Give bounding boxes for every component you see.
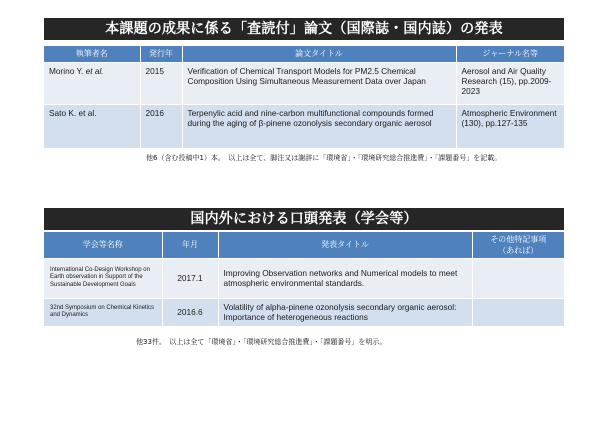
table-row: [44, 298, 564, 326]
presentations-table: [44, 232, 564, 326]
organization-cell: 32nd Symposium on Chemical Kinetics and Dynamics: [44, 298, 162, 326]
author-suffix: et al.: [85, 65, 104, 76]
column-header-year: 発行年: [140, 46, 182, 62]
column-header-organization: 学会等名称: [44, 232, 162, 258]
journal-cell: Atmospheric Environment (130), pp.127-135: [456, 104, 564, 148]
papers-section-title: 本課題の成果に係る「査読付」論文（国際誌・国内誌）の発表: [44, 18, 564, 40]
column-header-title: 論文タイトル: [182, 46, 456, 62]
year-cell: 2015: [140, 62, 182, 104]
date-cell: 2017.1: [162, 258, 218, 298]
organization-cell: International Co-Design Workshop on Earth observation in Support of the Sustainable Development Goals: [44, 258, 162, 298]
presentations-section-title: 国内外における口頭発表（学会等）: [44, 208, 564, 230]
remarks-cell: [472, 258, 564, 298]
column-header-date: 年月: [162, 232, 218, 258]
paper-title-cell: Terpenylic acid and nine-carbon multifunctional compounds formed during the aging of β-pinene ozonolysis secondary organic aerosol: [182, 104, 456, 148]
year-cell: 2016: [140, 104, 182, 148]
column-header-journal: ジャーナル名等: [456, 46, 564, 62]
table-row: [44, 104, 564, 148]
presentation-title-cell: Volatility of alpha-pinene ozonolysis secondary organic aerosol: Importance of heterogeneous reactions: [218, 298, 472, 326]
journal-cell: Aerosol and Air Quality Research (15), pp.2009-2023: [456, 62, 564, 104]
table-row: [44, 258, 564, 298]
column-header-presentation-title: 発表タイトル: [218, 232, 472, 258]
presentations-header-row: [44, 232, 564, 258]
remarks-cell: [472, 298, 564, 326]
date-cell: 2016.6: [162, 298, 218, 326]
author-cell: [44, 62, 140, 104]
papers-footnote: 他6（含む投稿中1）本。 以上は全て、脚注又は謝辞に「環境省」・「環境研究総合推進費」・「課題番号」を記載。: [146, 154, 502, 162]
column-header-remarks: その他特記事項 （あれば）: [472, 232, 564, 258]
papers-header-row: [44, 46, 564, 62]
column-header-author: 執筆者名: [44, 46, 140, 62]
presentations-footnote: 他33件。 以上は全て「環境省」・「環境研究総合推進費」・「課題番号」を明示。: [136, 338, 387, 346]
papers-table: [44, 46, 564, 148]
table-row: [44, 62, 564, 104]
author-cell: Sato K. et al.: [44, 104, 140, 148]
author-name: Morino Y.: [49, 65, 84, 76]
paper-title-cell: Verification of Chemical Transport Models for PM2.5 Chemical Composition Using Simultaneous Measurement Data over Japan: [182, 62, 456, 104]
presentation-title-cell: Improving Observation networks and Numerical models to meet atmospheric environmental standards.: [218, 258, 472, 298]
